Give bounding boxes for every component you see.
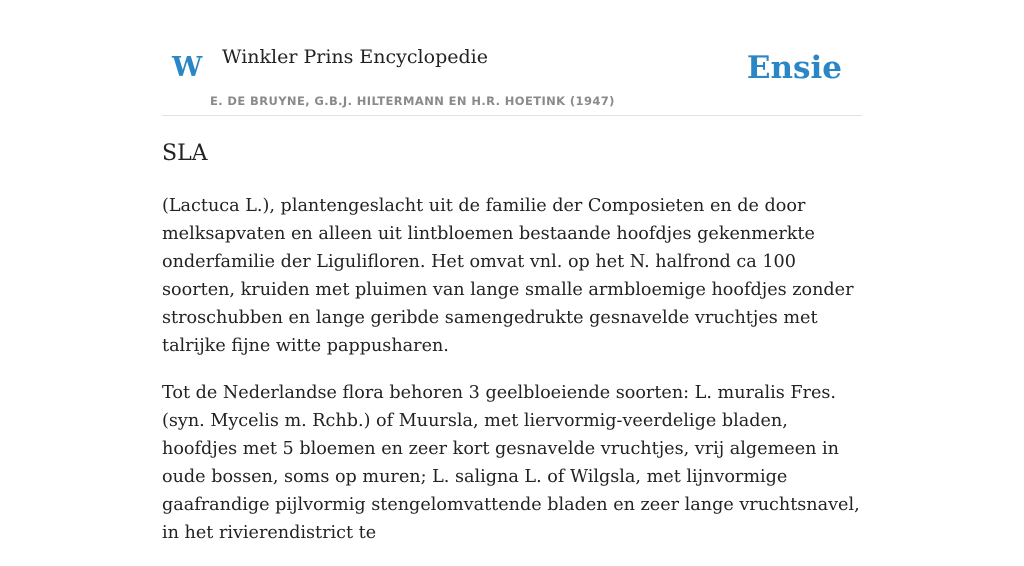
source-authors: E. DE BRUYNE, G.B.J. HILTERMANN EN H.R. HOETINK (1947) xyxy=(210,94,615,108)
winkler-prins-logo[interactable]: W xyxy=(172,52,203,83)
article-paragraph: (Lactuca L.), plantengeslacht uit de familie der Composieten en de door melksapvaten en alleen uit lintbloemen bestaande hoofdjes gekenmerkte onderfamilie der Liguliflоren. Het omvat vnl. op het N. halfrond ca 100 soorten, kruiden met pluimen van lange smalle armbloemige hoofdjes zonder stroschubben en lange geribde samengedrukte gesnavelde vruchtjes met talrijke fijne witte pappusharen. xyxy=(162,196,854,356)
article-body xyxy=(162,192,862,566)
article-headword: SLA xyxy=(162,141,208,166)
source-title[interactable]: Winkler Prins Encyclopedie xyxy=(222,46,488,68)
article-paragraph: Tot de Nederlandse flora behoren 3 geelbloeiende soorten: L. muralis Fres. (syn. Mycelis m. Rchb.) of Muursla, met liervormig-veerdelige bladen, hoofdjes met 5 bloemen en zeer kort gesnavelde vruchtjes, vrij algemeen in oude bossen, soms op muren; L. saligna L. of Wilgsla, met lijnvormige gaafrandige pijlvormig stengelomvattende bladen en zeer lange vruchtsnavel, in het rivierendistrict te xyxy=(162,383,860,543)
ensie-logo-link[interactable]: Ensie xyxy=(746,50,842,86)
source-header xyxy=(162,30,862,116)
